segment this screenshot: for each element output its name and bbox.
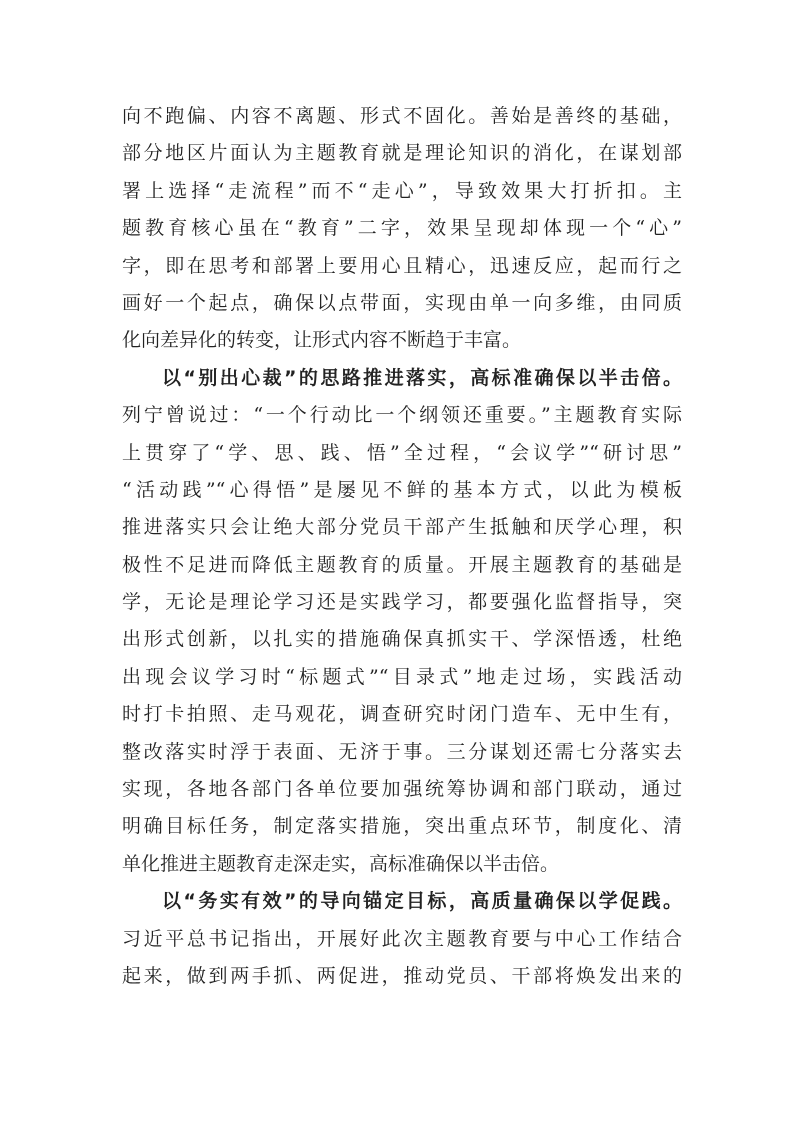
text-line: 向不跑偏、内容不离题、形式不固化。善始是善终的基础， (122, 105, 682, 127)
text-line: 化向差异化的转变，让形式内容不断趋于丰富。 (122, 329, 522, 352)
text-line: 时打卡拍照、走马观花，调查研究时闭门造车、无中生有， (122, 703, 682, 726)
text-line: 列宁曾说过：“一个行动比一个纲领还重要。”主题教育实际 (122, 404, 682, 427)
text-line: 上贯穿了“学、思、践、悟”全过程，“会议学”“研讨思” (122, 441, 682, 464)
text-line: 署上选择“走流程”而不“走心”，导致效果大打折扣。主 (122, 179, 682, 202)
text-line: 明确目标任务，制定落实措施，突出重点环节，制度化、清 (122, 815, 682, 838)
text-line: 实现，各地各部门各单位要加强统筹协调和部门联动，通过 (122, 778, 682, 801)
text-line: 字，即在思考和部署上要用心且精心，迅速反应，起而行之 (122, 254, 682, 277)
text-line: 整改落实时浮于表面、无济于事。三分谋划还需七分落实去 (122, 740, 682, 763)
text-line: 部分地区片面认为主题教育就是理论知识的消化，在谋划部 (122, 142, 682, 165)
text-line: 单化推进主题教育走深走实，高标准确保以半击倍。 (122, 852, 560, 875)
text-line: 题教育核心虽在“教育”二字，效果呈现却体现一个“心” (122, 217, 682, 240)
text-line: 出现会议学习时“标题式”“目录式”地走过场，实践活动 (122, 665, 682, 688)
text-line: “活动践”“心得悟”是屡见不鲜的基本方式，以此为模板 (122, 478, 682, 501)
section-heading: 以“别出心裁”的思路推进落实，高标准确保以半击倍。 (162, 366, 682, 389)
text-line: 推进落实只会让绝大部分党员干部产生抵触和厌学心理，积 (122, 516, 682, 539)
text-line: 极性不足进而降低主题教育的质量。开展主题教育的基础是 (122, 553, 682, 576)
text-line: 习近平总书记指出，开展好此次主题教育要与中心工作结合 (122, 927, 682, 950)
text-line: 画好一个起点，确保以点带面，实现由单一向多维，由同质 (122, 291, 682, 314)
text-line: 起来，做到两手抓、两促进，推动党员、干部将焕发出来的 (122, 964, 682, 987)
body-text (122, 98, 682, 995)
section-heading: 以“务实有效”的导向锚定目标，高质量确保以学促践。 (162, 890, 682, 913)
text-line: 学，无论是理论学习还是实践学习，都要强化监督指导，突 (122, 591, 682, 614)
text-line: 出形式创新，以扎实的措施确保真抓实干、学深悟透，杜绝 (122, 628, 682, 651)
